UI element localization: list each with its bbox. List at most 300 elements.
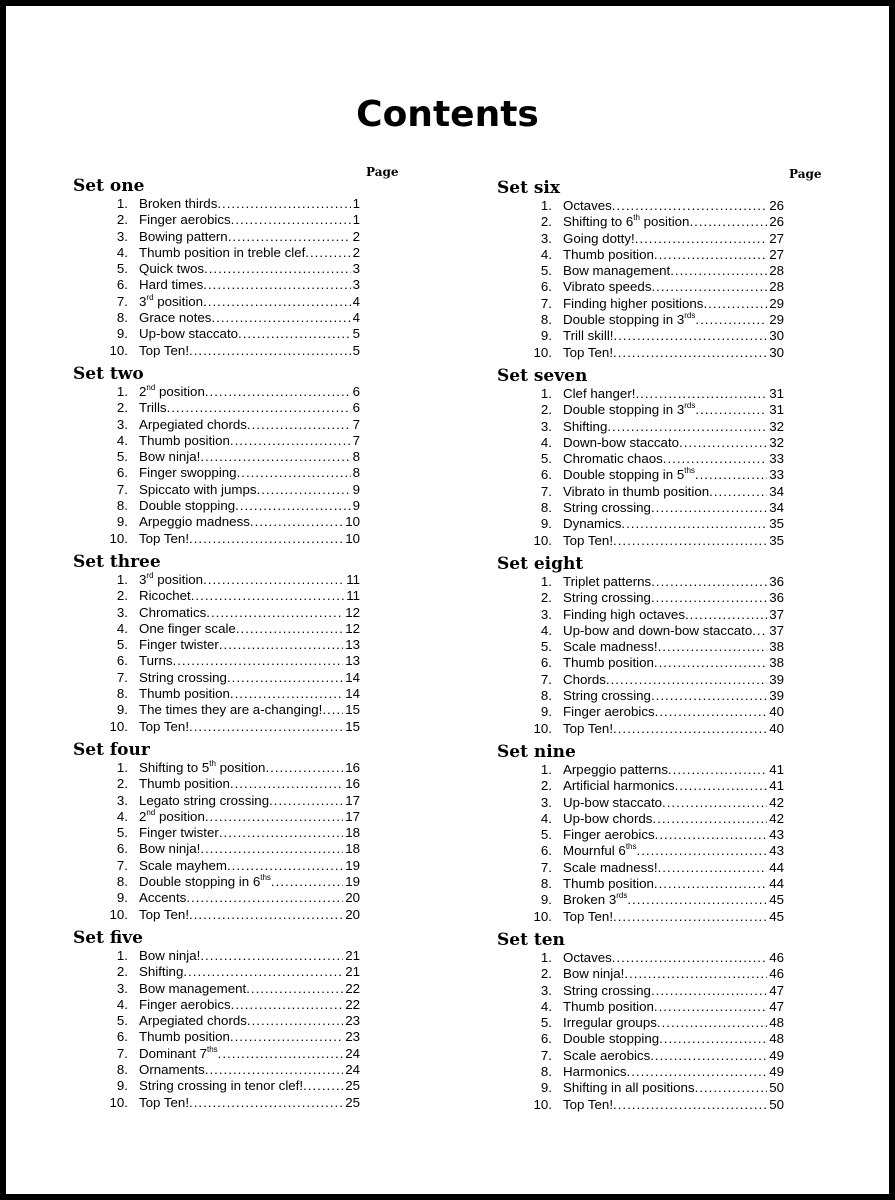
dot-leader: [663, 451, 767, 467]
entry-page-number: 19: [345, 857, 360, 873]
contents-entry: [497, 574, 784, 590]
entry-title-text: position: [153, 293, 204, 309]
entry-number: 9.: [116, 702, 128, 718]
entry-number: 1.: [540, 386, 552, 401]
entry-number: 6.: [116, 465, 128, 481]
entry-superscript: ths: [684, 467, 695, 476]
entry-title-text: Double stopping in 5: [563, 467, 685, 483]
entry-number: 8.: [540, 876, 552, 892]
entry-title: [139, 841, 200, 857]
entry-page-number: 48: [769, 1031, 784, 1047]
entry-number: 3.: [540, 230, 552, 246]
entry-title: [563, 419, 607, 435]
set-block: [73, 928, 360, 1111]
entry-number: 2.: [540, 402, 552, 418]
dot-leader: [230, 776, 343, 792]
entry-title: [563, 574, 651, 590]
set-block: [497, 366, 784, 549]
entry-title: [139, 890, 186, 906]
entry-page-number: 36: [769, 574, 784, 589]
entry-page-number: 26: [769, 214, 784, 230]
contents-entry: [73, 948, 360, 964]
entry-title: [563, 721, 613, 737]
contents-entry: [73, 212, 360, 228]
entry-number: 10.: [533, 532, 552, 548]
entry-title-text: Grace notes: [139, 310, 212, 326]
entry-number: 6.: [116, 277, 128, 293]
entry-title-text: Down-bow staccato: [563, 434, 680, 450]
set-block: [73, 176, 360, 359]
entry-number: 7.: [116, 669, 128, 685]
contents-entry: [73, 400, 360, 416]
entry-title: [139, 670, 227, 686]
entry-number: 7.: [116, 1045, 128, 1061]
entry-title: [139, 1095, 189, 1111]
entry-title: [139, 433, 230, 449]
entry-number: 9.: [116, 890, 128, 906]
dot-leader: [657, 1015, 767, 1031]
contents-entry: [497, 998, 784, 1015]
entry-number: 3.: [116, 792, 128, 808]
contents-entry: [73, 776, 360, 792]
contents-entry: [497, 295, 784, 312]
contents-entry: [73, 384, 360, 400]
entry-title-text: Top Ten!: [139, 906, 190, 922]
entry-title: [563, 639, 658, 655]
entry-title: [563, 231, 635, 247]
entry-title-text: Up-bow and down-bow staccato: [563, 622, 753, 638]
dot-leader: [613, 533, 767, 549]
entry-number: 7.: [540, 1047, 552, 1063]
dot-leader: [627, 892, 767, 908]
contents-entry: [497, 312, 784, 328]
entry-title-text: String crossing: [139, 669, 227, 685]
entry-title-text: Going dotty!: [563, 230, 635, 246]
entry-title: [563, 672, 606, 688]
contents-entry: [73, 980, 360, 997]
entry-page-number: 14: [345, 686, 360, 702]
dot-leader: [655, 827, 768, 843]
entry-title-text: Finger aerobics: [563, 704, 655, 720]
entry-title-text: Vibrato speeds: [563, 279, 652, 295]
entry-number: 10.: [109, 718, 128, 734]
dot-leader: [228, 229, 351, 245]
entry-page-number: 16: [345, 760, 360, 775]
entry-page-number: 13: [345, 637, 360, 653]
entry-number: 6.: [116, 653, 128, 669]
contents-entry: [497, 344, 784, 361]
entry-number: 10.: [533, 720, 552, 736]
entry-page-number: 17: [345, 792, 360, 808]
dot-leader: [613, 328, 767, 344]
contents-entry: [497, 908, 784, 925]
entry-title: [563, 533, 613, 549]
contents-entry: [73, 686, 360, 702]
entry-title-text: Chromatic chaos: [563, 451, 663, 467]
contents-entry: [73, 1094, 360, 1111]
dot-leader: [189, 531, 343, 547]
entry-title: [563, 704, 655, 720]
entry-title: [139, 653, 173, 669]
entry-page-number: 7: [352, 416, 360, 432]
entry-number: 3.: [116, 416, 128, 432]
entry-title: [139, 531, 189, 547]
entry-title: [139, 482, 257, 498]
dot-leader: [211, 310, 350, 326]
entry-title: [563, 214, 689, 230]
entry-page-number: 22: [345, 980, 360, 996]
entry-title-text: Turns: [139, 653, 173, 669]
contents-entry: [73, 669, 360, 686]
contents-entry: [73, 604, 360, 621]
contents-entry: [73, 1062, 360, 1078]
entry-page-number: 32: [769, 418, 784, 434]
entry-page-number: 10: [345, 530, 360, 546]
entry-title-text: Triplet patterns: [563, 574, 652, 589]
entry-title-text: Finger aerobics: [563, 827, 655, 843]
contents-entry: [73, 310, 360, 326]
entry-number: 4.: [116, 432, 128, 448]
entry-title-text: 3: [139, 293, 147, 309]
entry-number: 2.: [540, 778, 552, 794]
entry-title: [139, 1013, 247, 1029]
dot-leader: [235, 498, 350, 514]
contents-entry: [497, 720, 784, 737]
entry-page-number: 1: [352, 196, 360, 211]
contents-entry: [497, 1047, 784, 1064]
set-heading: Set eight: [497, 554, 584, 574]
contents-entry: [497, 762, 784, 778]
entry-page-number: 11: [346, 588, 360, 604]
contents-entry: [497, 402, 784, 418]
entry-page-number: 41: [769, 778, 784, 794]
dot-leader: [655, 704, 768, 720]
entry-title-text: Bow management: [563, 263, 671, 279]
entry-page-number: 20: [345, 906, 360, 922]
entry-title: [139, 1062, 205, 1078]
contents-entry: [73, 498, 360, 514]
dot-leader: [659, 1031, 767, 1047]
entry-page-number: 44: [769, 876, 784, 892]
dot-leader: [231, 212, 351, 228]
contents-entry: [497, 671, 784, 688]
entry-title: [139, 384, 205, 400]
entry-superscript: ths: [207, 1045, 218, 1054]
dot-leader: [627, 1064, 768, 1080]
dot-leader: [265, 760, 343, 776]
entry-title: [563, 607, 685, 623]
contents-entry: [497, 246, 784, 263]
contents-entry: [73, 808, 360, 825]
dot-leader: [703, 296, 767, 312]
dot-leader: [189, 343, 351, 359]
entry-title-text: Top Ten!: [563, 1096, 614, 1112]
entry-page-number: 23: [345, 1029, 360, 1045]
entry-number: 6.: [116, 1029, 128, 1045]
contents-entry: [497, 966, 784, 982]
entry-page-number: 13: [345, 653, 360, 669]
entry-title: [139, 343, 189, 359]
contents-entry: [73, 481, 360, 498]
entry-title: [139, 588, 191, 604]
dot-leader: [203, 294, 351, 310]
entry-title-text: Top Ten!: [563, 532, 614, 548]
entry-title-text: Arpegiated chords: [139, 1013, 247, 1029]
entry-number: 8.: [116, 310, 128, 326]
entry-title: [563, 778, 675, 794]
entry-number: 3.: [116, 980, 128, 996]
entry-title: [139, 948, 200, 964]
entry-page-number: 11: [346, 572, 360, 587]
entry-page-number: 4: [352, 310, 360, 326]
entry-title: [139, 400, 167, 416]
contents-entry: [497, 230, 784, 247]
entry-page-number: 24: [345, 1045, 360, 1061]
contents-entry: [73, 432, 360, 449]
dot-leader: [675, 778, 768, 794]
entry-page-number: 34: [769, 500, 784, 516]
contents-entry: [497, 606, 784, 623]
entry-page-number: 47: [769, 982, 784, 998]
entry-title-text: Artificial harmonics: [563, 778, 675, 794]
entry-title: [139, 1029, 230, 1045]
set-heading: Set six: [497, 178, 561, 198]
entry-page-number: 1: [352, 212, 360, 228]
entry-title: [563, 623, 752, 639]
entry-title: [563, 345, 613, 361]
dot-leader: [752, 623, 767, 639]
entry-number: 9.: [540, 516, 552, 532]
entry-number: 4.: [116, 620, 128, 636]
entry-page-number: 30: [769, 328, 784, 344]
entry-title: [139, 964, 183, 980]
dot-leader: [654, 876, 767, 892]
entry-title-text: Bow ninja!: [139, 841, 201, 857]
contents-entry: [73, 244, 360, 261]
entry-page-number: 9: [352, 498, 360, 514]
contents-entry: [497, 483, 784, 500]
entry-title: [563, 263, 670, 279]
entry-page-number: 36: [769, 590, 784, 606]
entry-title-text: Thumb position: [563, 655, 654, 671]
entry-title-text: Scale madness!: [563, 639, 658, 655]
entry-title: [563, 279, 651, 295]
entry-title-text: Shifting in all positions: [563, 1080, 695, 1096]
entry-title-text: Shifting: [563, 418, 608, 434]
entry-title-text: Finger aerobics: [139, 212, 231, 228]
set-heading: Set three: [73, 552, 161, 572]
entry-page-number: 30: [769, 344, 784, 360]
entry-number: 1.: [116, 948, 128, 963]
entry-title-text: Arpeggio madness: [139, 514, 250, 530]
contents-entry: [73, 342, 360, 359]
entry-number: 9.: [116, 326, 128, 342]
entry-page-number: 49: [769, 1064, 784, 1080]
dot-leader: [613, 909, 767, 925]
entry-number: 7.: [116, 293, 128, 309]
dot-leader: [635, 386, 767, 402]
entry-page-number: 21: [345, 948, 360, 963]
entry-number: 6.: [540, 843, 552, 859]
entry-title-text: Bow ninja!: [563, 966, 625, 982]
entry-title-text: Finding high octaves: [563, 606, 685, 622]
contents-entry: [497, 859, 784, 876]
entry-title-text: Shifting to 5: [139, 760, 210, 775]
dot-leader: [250, 514, 343, 530]
entry-number: 2.: [540, 590, 552, 606]
contents-entry: [73, 293, 360, 310]
entry-title-text: 2: [139, 808, 147, 824]
entry-number: 9.: [540, 328, 552, 344]
entry-title-text: Vibrato in thumb position: [563, 483, 710, 499]
entry-title-text: Scale mayhem: [139, 857, 227, 873]
contents-entry: [73, 416, 360, 433]
entry-page-number: 37: [769, 606, 784, 622]
contents-entry: [497, 516, 784, 532]
entry-page-number: 9: [352, 481, 360, 497]
entry-title-text: 2: [139, 384, 147, 399]
entry-title: [139, 326, 238, 342]
entry-title: [139, 874, 271, 890]
entry-title-text: Bowing pattern: [139, 228, 228, 244]
entry-title: [563, 1080, 695, 1096]
contents-entry: [73, 1029, 360, 1045]
entry-number: 6.: [540, 467, 552, 483]
entry-page-number: 34: [769, 483, 784, 499]
contents-entry: [497, 434, 784, 451]
entry-title-text: Up-bow chords: [563, 810, 653, 826]
dot-leader: [613, 721, 767, 737]
entry-title-text: String crossing: [563, 590, 651, 606]
entry-number: 6.: [540, 655, 552, 671]
dot-leader: [200, 841, 343, 857]
contents-entry: [73, 857, 360, 874]
contents-entry: [73, 326, 360, 342]
entry-title: [563, 590, 651, 606]
dot-leader: [203, 572, 344, 588]
entry-page-number: 45: [769, 908, 784, 924]
entry-title-text: Double stopping in 3: [563, 402, 685, 418]
dot-leader: [637, 843, 768, 859]
contents-entry: [497, 386, 784, 402]
entry-title-text: Ornaments: [139, 1062, 205, 1078]
entry-page-number: 26: [769, 198, 784, 213]
page-column-label: Page: [789, 167, 822, 181]
page-title: Contents: [356, 94, 539, 135]
entry-number: 5.: [116, 1013, 128, 1029]
contents-entry: [497, 1031, 784, 1047]
dot-leader: [203, 277, 350, 293]
entry-title-text: Finger aerobics: [139, 996, 231, 1012]
entry-title-text: position: [155, 384, 205, 399]
entry-number: 10.: [533, 1096, 552, 1112]
entry-number: 10.: [109, 1094, 128, 1110]
entry-page-number: 10: [345, 514, 360, 530]
entry-title-text: Top Ten!: [139, 530, 190, 546]
entry-number: 2.: [116, 400, 128, 416]
contents-entry: [73, 449, 360, 465]
entry-page-number: 41: [769, 762, 784, 777]
contents-entry: [497, 500, 784, 516]
contents-entry: [497, 688, 784, 704]
entry-number: 8.: [116, 874, 128, 890]
entry-title: [139, 212, 231, 228]
entry-superscript: nd: [146, 808, 156, 817]
dot-leader: [247, 1013, 343, 1029]
dot-leader: [205, 384, 351, 400]
entry-title-text: Dynamics: [563, 516, 622, 532]
entry-number: 4.: [116, 244, 128, 260]
dot-leader: [651, 590, 767, 606]
dot-leader: [651, 983, 767, 999]
entry-title: [563, 950, 612, 966]
entry-title: [563, 402, 695, 418]
entry-title-text: Legato string crossing: [139, 792, 270, 808]
dot-leader: [624, 966, 767, 982]
dot-leader: [205, 809, 343, 825]
dot-leader: [613, 345, 767, 361]
set-heading: Set one: [73, 176, 145, 196]
contents-entry: [497, 704, 784, 720]
contents-entry: [497, 1064, 784, 1080]
entry-title: [563, 688, 651, 704]
entry-title: [139, 981, 246, 997]
entry-title: [139, 702, 322, 718]
entry-title: [139, 449, 200, 465]
entry-title: [563, 296, 703, 312]
entry-page-number: 38: [769, 655, 784, 671]
entry-number: 4.: [540, 246, 552, 262]
entry-title: [563, 966, 624, 982]
contents-entry: [73, 572, 360, 588]
dot-leader: [658, 639, 768, 655]
entry-page-number: 14: [345, 669, 360, 685]
entry-title-text: Chords: [563, 671, 606, 687]
contents-entry: [73, 637, 360, 653]
entry-number: 5.: [116, 637, 128, 653]
page-column-label: Page: [366, 165, 399, 179]
entry-title-text: Irregular groups: [563, 1015, 657, 1031]
entry-title-text: Arpegiated chords: [139, 416, 247, 432]
dot-leader: [269, 793, 343, 809]
dot-leader: [322, 702, 343, 718]
entry-title: [563, 1031, 659, 1047]
dot-leader: [236, 621, 343, 637]
entry-number: 4.: [116, 808, 128, 824]
entry-page-number: 28: [769, 279, 784, 295]
entry-title: [563, 1048, 650, 1064]
entry-title: [563, 983, 651, 999]
entry-page-number: 6: [352, 384, 360, 399]
entry-title-text: Double stopping: [563, 1031, 660, 1047]
contents-entry: [497, 279, 784, 295]
dot-leader: [651, 574, 767, 590]
entry-title-text: Shifting: [139, 964, 184, 980]
entry-page-number: 44: [769, 859, 784, 875]
dot-leader: [167, 400, 351, 416]
entry-number: 8.: [540, 688, 552, 704]
set-block: [497, 554, 784, 737]
entry-title-text: Thumb position: [139, 432, 230, 448]
entry-title-text: Thumb position: [139, 776, 230, 792]
dot-leader: [247, 417, 351, 433]
entry-title: [563, 451, 663, 467]
entry-page-number: 12: [345, 604, 360, 620]
contents-entry: [497, 467, 784, 483]
entry-title: [563, 811, 652, 827]
entry-page-number: 5: [352, 342, 360, 358]
entry-number: 1.: [116, 196, 128, 211]
